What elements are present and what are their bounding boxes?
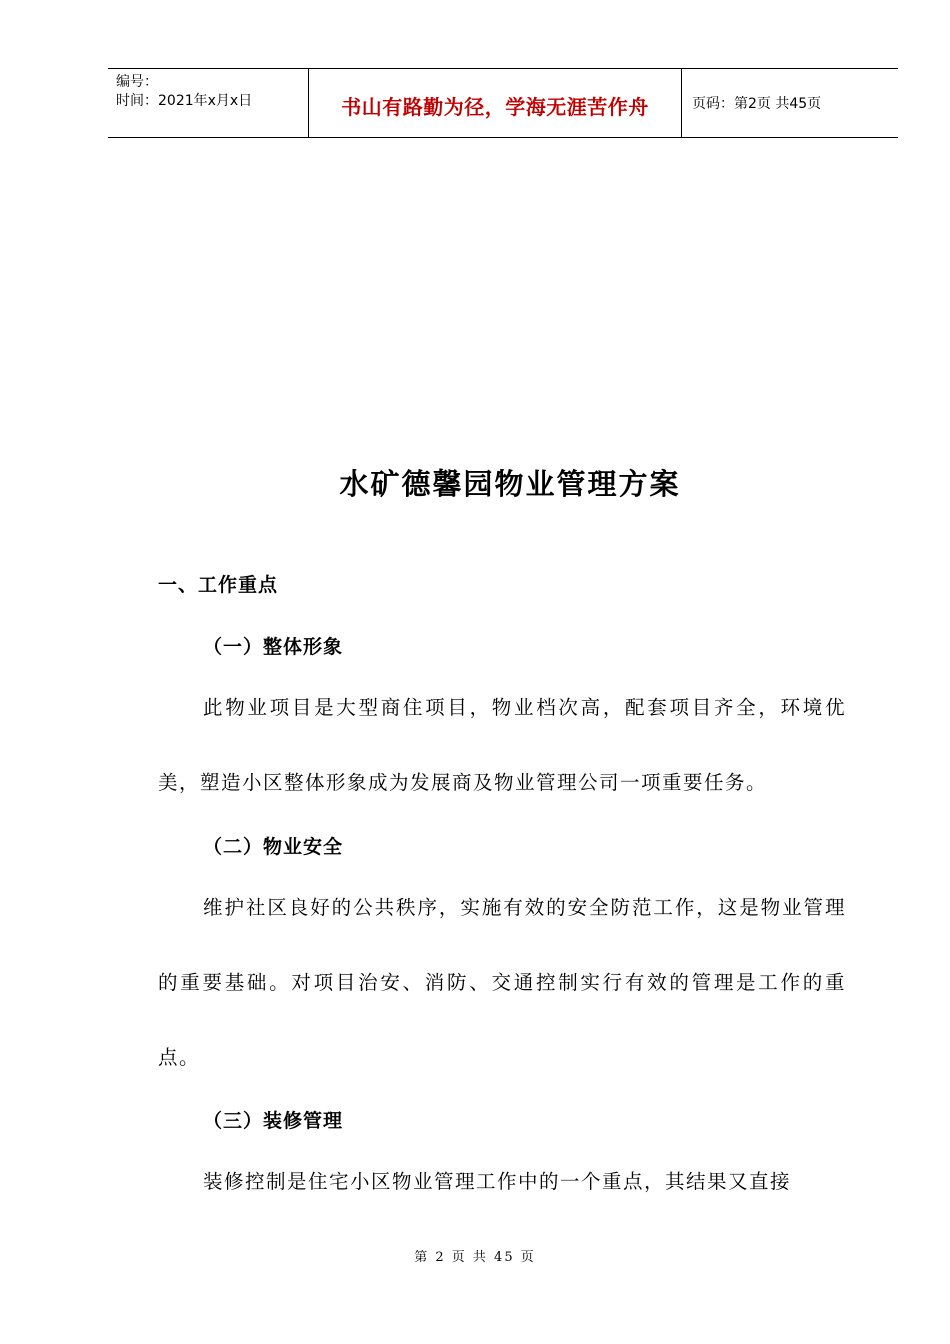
- header-meta: [108, 69, 309, 137]
- header-page-number: 页码：第2页 共45页: [692, 96, 822, 112]
- subsection-heading-renovation-management: （三）装修管理: [203, 1110, 344, 1132]
- header-motto: 书山有路勤为径，学海无涯苦作舟: [309, 69, 682, 137]
- subsection-heading-property-security: （二）物业安全: [203, 836, 344, 858]
- paragraph-property-security: 维护社区良好的公共秩序，实施有效的安全防范工作，这是物业管理的重要基础。对项目治安、消防、交通控制实行有效的管理是工作的重点。: [158, 896, 846, 1069]
- subsection-heading-overall-image: （一）整体形象: [203, 636, 344, 658]
- serial-number-label: 编号：: [116, 74, 158, 90]
- paragraph-renovation-management: 装修控制是住宅小区物业管理工作中的一个重点，其结果又直接: [203, 1170, 792, 1193]
- section-heading-work-focus: 一、工作重点: [158, 574, 279, 596]
- document-title: 水矿德馨园物业管理方案: [339, 467, 681, 501]
- date-label: 时间：2021年x月x日: [116, 93, 253, 109]
- page-footer: 第 2 页 共 45 页: [414, 1250, 536, 1265]
- document-header: [108, 68, 898, 138]
- paragraph-overall-image: 此物业项目是大型商住项目，物业档次高，配套项目齐全，环境优美，塑造小区整体形象成为发展商及物业管理公司一项重要任务。: [158, 696, 846, 794]
